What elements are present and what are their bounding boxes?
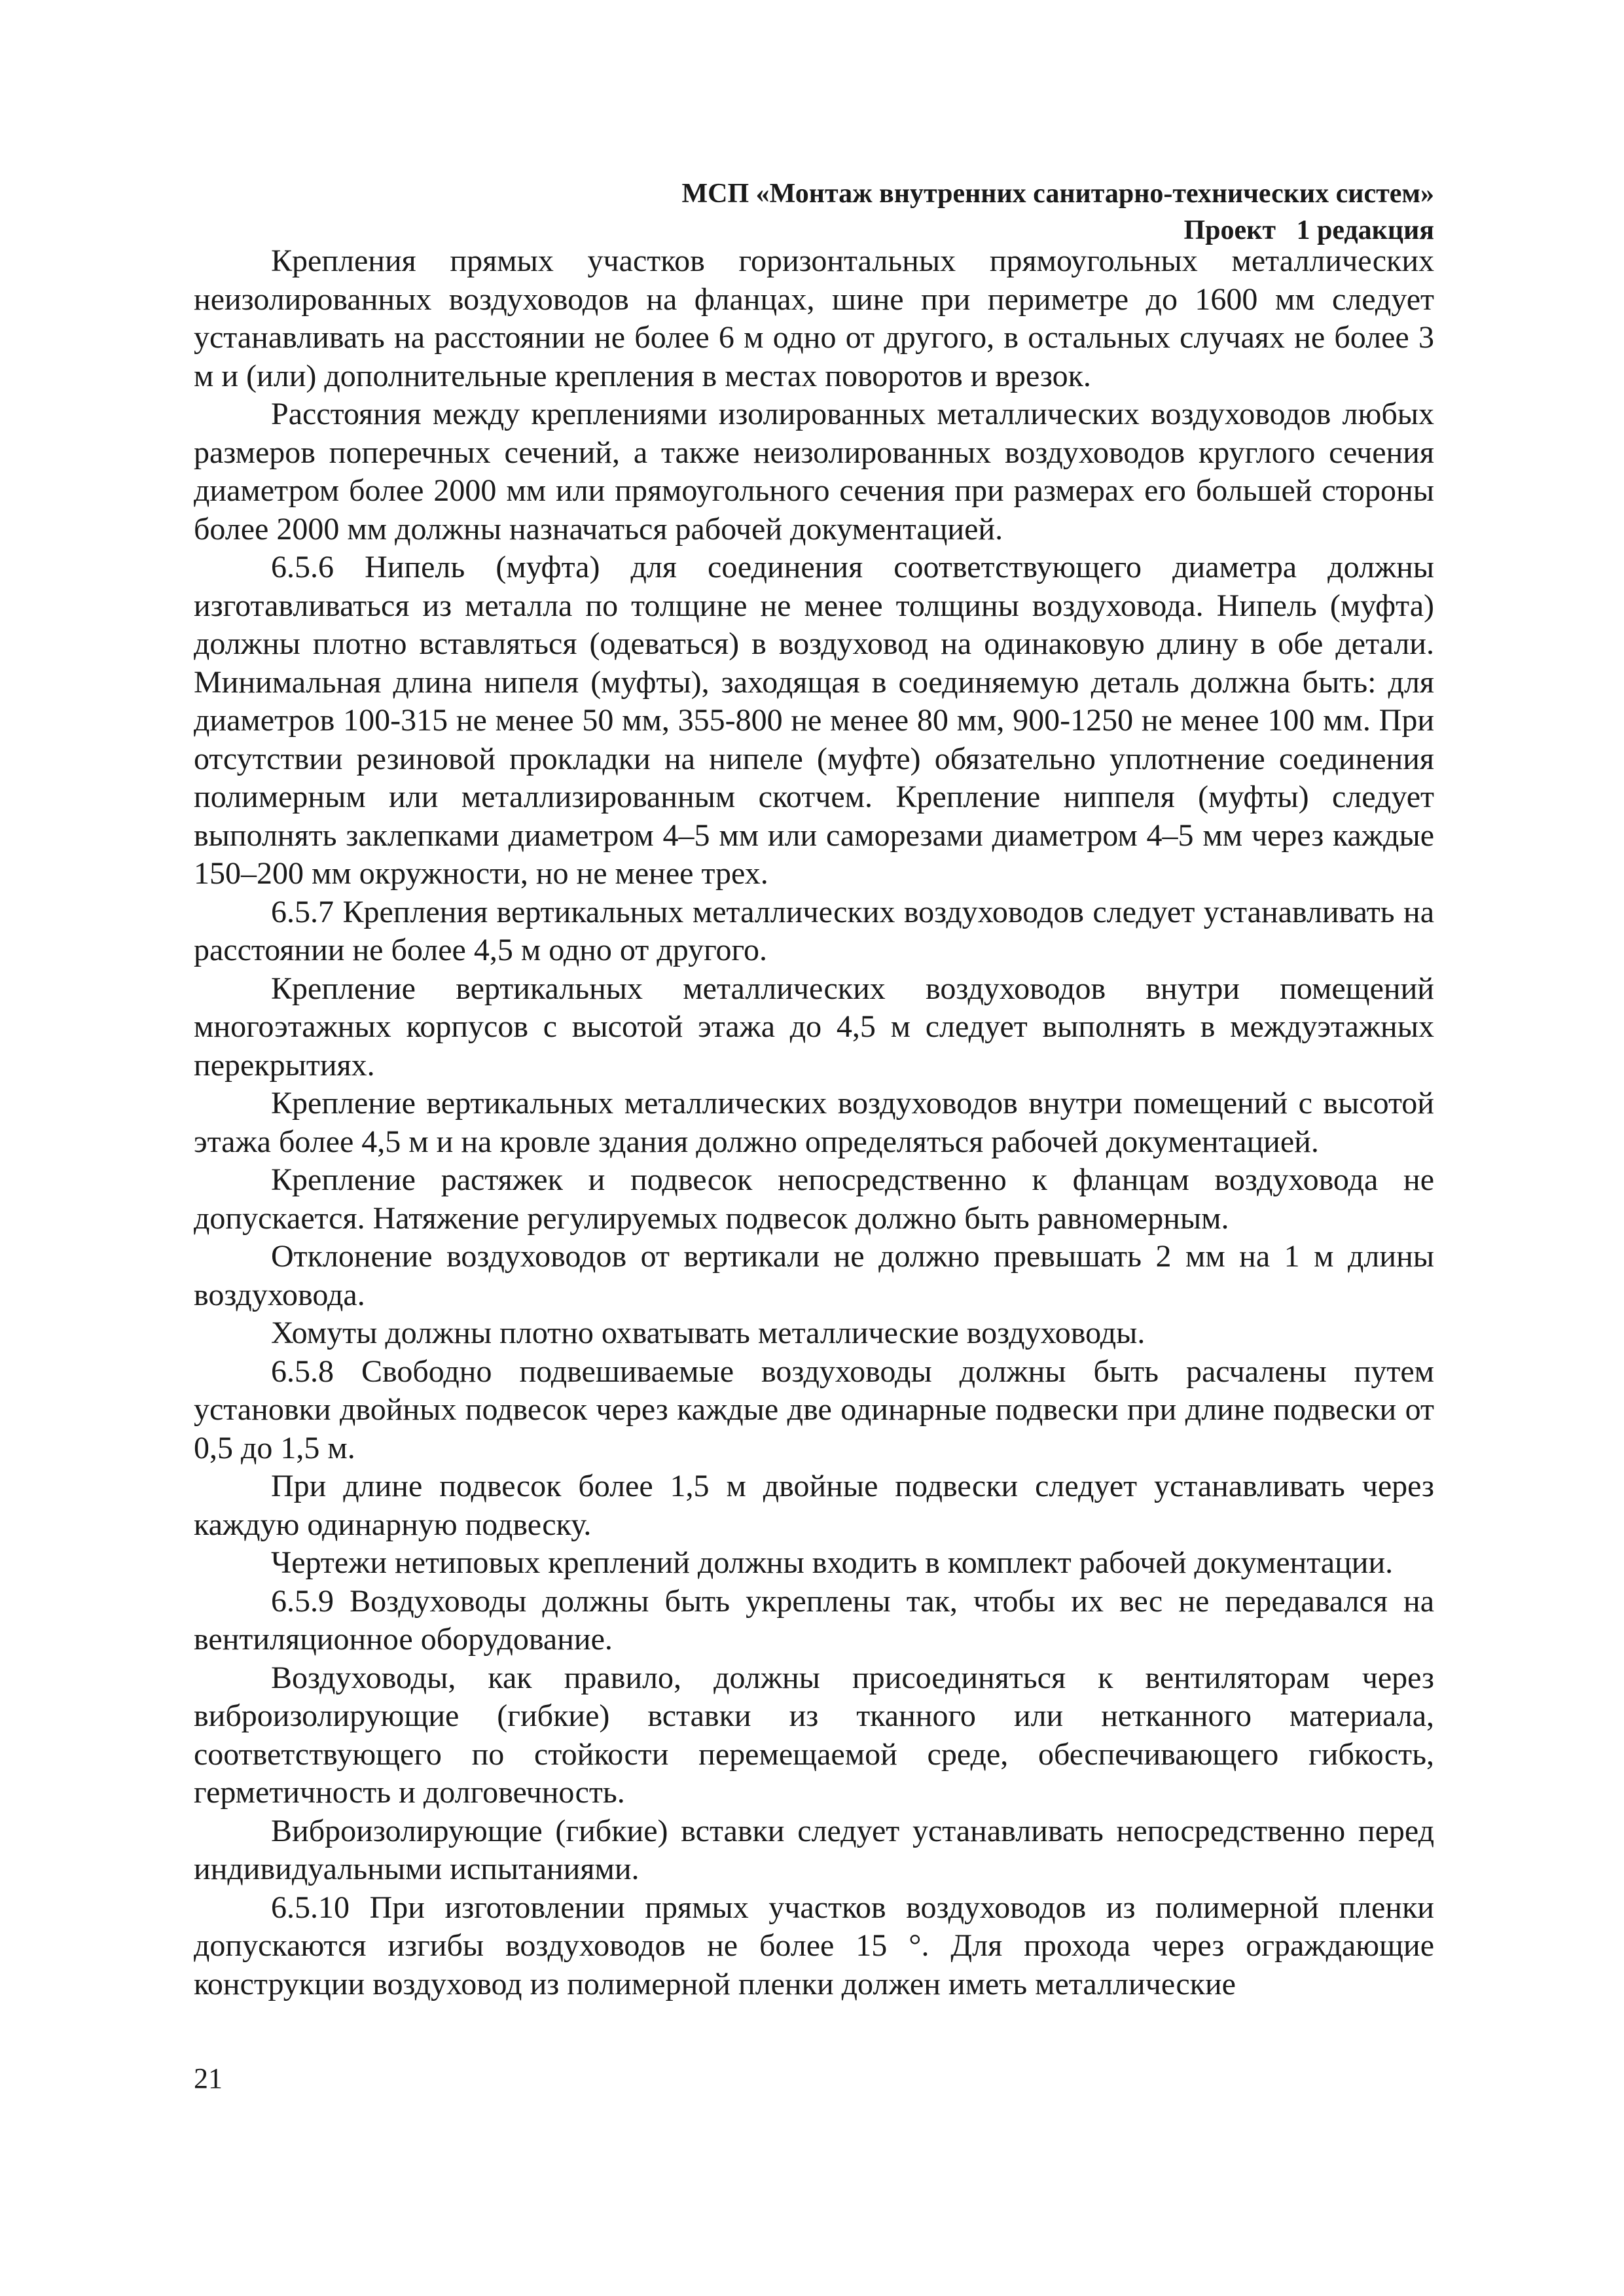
header-title: МСП «Монтаж внутренних санитарно-технических систем» xyxy=(681,179,1434,209)
body-text xyxy=(194,242,1434,2003)
paragraph: 6.5.8 Свободно подвешиваемые воздуховоды должны быть расчалены путем установки двойных подвесок через каждые две одинарные подвески при длине подвески от 0,5 до 1,5 м. xyxy=(194,1354,1434,1465)
paragraph: 6.5.6 Нипель (муфта) для соединения соответствующего диаметра должны изготавливаться из металла по толщине не менее толщины воздуховода. Нипель (муфта) должны плотно вставляться (одеваться) в воздуховод на одинаковую длину в обе детали. Минимальная длина нипеля (муфты), заходящая в соединяемую деталь должна быть: для диаметров 100-315 не менее 50 мм, 355-800 не менее 80 мм, 900-1250 не менее 100 мм. При отсутствии резиновой прокладки на нипеле (муфте) обязательно уплотнение соединения полимерным или металлизированным скотчем. Крепление ниппеля (муфты) следует выполнять заклепками диаметром 4–5 мм или саморезами диаметром 4–5 мм через каждые 150–200 мм окружности, но не менее трех. xyxy=(194,550,1434,891)
paragraph: Крепление растяжек и подвесок непосредственно к фланцам воздуховода не допускается. Натяжение регулируемых подвесок должно быть равномерным. xyxy=(194,1162,1434,1236)
paragraph: Расстояния между креплениями изолированных металлических воздуховодов любых размеров поперечных сечений, а также неизолированных воздуховодов круглого сечения диаметром более 2000 мм или прямоугольного сечения при размерах его большей стороны более 2000 мм должны назначаться рабочей документацией. xyxy=(194,397,1434,547)
paragraph: Хомуты должны плотно охватывать металлические воздуховоды. xyxy=(271,1316,1146,1350)
paragraph: 6.5.9 Воздуховоды должны быть укреплены так, чтобы их вес не передавался на вентиляционное оборудование. xyxy=(194,1583,1434,1657)
header-edition: Проект 1 редакция xyxy=(1183,215,1434,245)
paragraph: Крепления прямых участков горизонтальных прямоугольных металлических неизолированных воздуховодов на фланцах, шине при периметре до 1600 мм следует устанавливать на расстоянии не более 6 м одно от другого, в остальных случаях не более 3 м и (или) дополнительные крепления в местах поворотов и врезок. xyxy=(194,243,1434,393)
paragraph: Крепление вертикальных металлических воздуховодов внутри помещений с высотой этажа более 4,5 м и на кровле здания должно определяться рабочей документацией. xyxy=(194,1086,1434,1159)
page-number: 21 xyxy=(194,2062,223,2094)
paragraph: Воздуховоды, как правило, должны присоединяться к вентиляторам через виброизолирующие (гибкие) вставки из тканного или нетканного материала, соответствующего по стойкости перемещаемой среде, обеспечивающего гибкость, герметичность и долговечность. xyxy=(194,1660,1434,1810)
paragraph: 6.5.7 Крепления вертикальных металлических воздуховодов следует устанавливать на расстоянии не более 4,5 м одно от другого. xyxy=(194,894,1434,967)
paragraph: 6.5.10 При изготовлении прямых участков воздуховодов из полимерной пленки допускаются изгибы воздуховодов не более 15 °. Для прохода через ограждающие конструкции воздуховод из полимерной пленки должен иметь металлические xyxy=(194,1890,1434,2001)
paragraph: Виброизолирующие (гибкие) вставки следует устанавливать непосредственно перед индивидуальными испытаниями. xyxy=(194,1813,1434,1886)
paragraph: Отклонение воздуховодов от вертикали не должно превышать 2 мм на 1 м длины воздуховода. xyxy=(194,1239,1434,1312)
page-header xyxy=(194,175,1434,249)
paragraph: Чертежи нетиповых креплений должны входить в комплект рабочей документации. xyxy=(271,1545,1394,1580)
paragraph: Крепление вертикальных металлических воздуховодов внутри помещений многоэтажных корпусов с высотой этажа до 4,5 м следует выполнять в междуэтажных перекрытиях. xyxy=(194,971,1434,1083)
paragraph: При длине подвесок более 1,5 м двойные подвески следует устанавливать через каждую одинарную подвеску. xyxy=(194,1469,1434,1542)
